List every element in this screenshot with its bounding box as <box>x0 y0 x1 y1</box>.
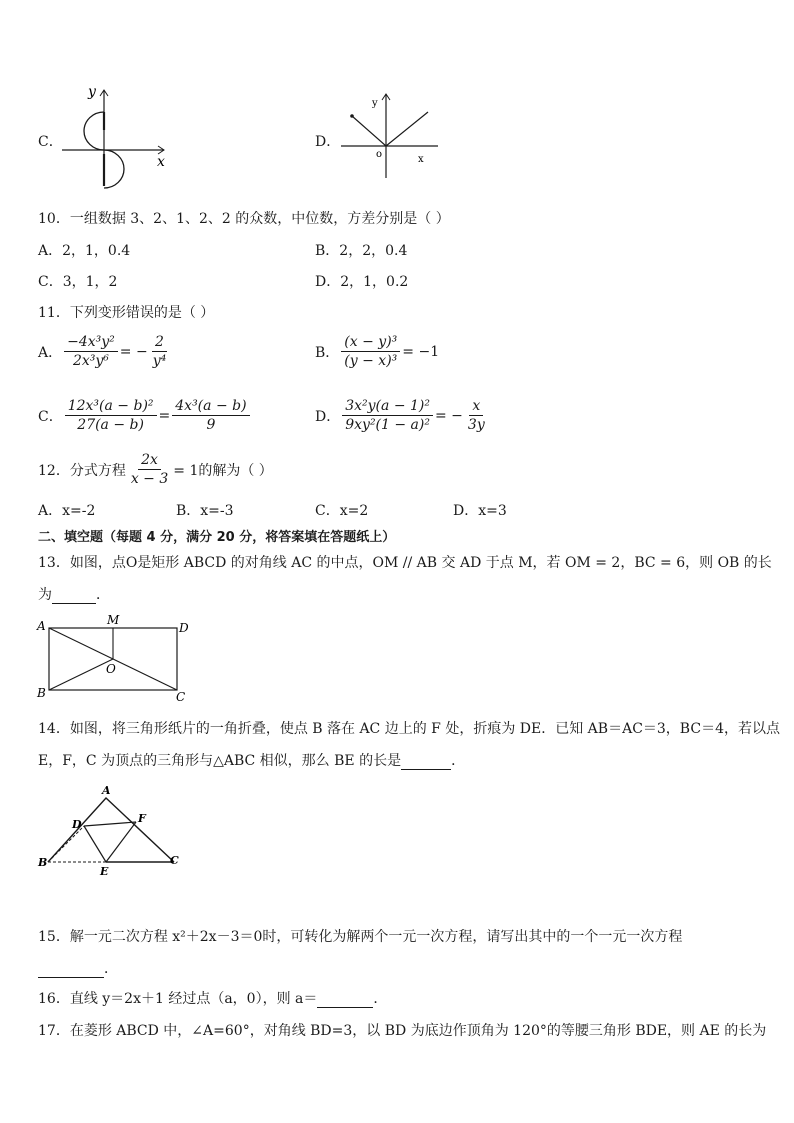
q12-option-a: A．x=-2 <box>38 503 96 519</box>
svg-text:A: A <box>102 784 111 797</box>
section-title: 二、填空题（每题 4 分，满分 20 分，将答案填在答题纸上） <box>38 530 396 545</box>
segment-bd-dashed <box>48 826 84 862</box>
svg-text:F: F <box>138 812 146 825</box>
svg-text:B: B <box>37 686 46 700</box>
q17: 17．在菱形 ABCD 中，∠A=60°，对角线 BD=3，以 BD 为底边作顶角为 120°的等腰三角形 BDE，则 AE 的长为 <box>38 1023 767 1039</box>
option-label: D． <box>315 408 341 425</box>
triangle-sides <box>48 798 174 862</box>
q12-option-d: D．x=3 <box>453 503 507 519</box>
q10-option-a: A．2，1，0.4 <box>38 243 131 259</box>
answer-blank <box>52 589 96 604</box>
upper-semicircle <box>84 112 104 150</box>
svg-text:D: D <box>179 621 189 635</box>
x-label: x <box>157 154 165 170</box>
svg-text:D: D <box>72 818 82 831</box>
segment-df <box>84 822 136 826</box>
option-c-label: C． <box>38 134 63 150</box>
fraction: $\frac{\text{4x³(a − b)}}{9}$ <box>172 398 249 433</box>
q12-option-b: B．x=-3 <box>176 503 234 519</box>
svg-text:C: C <box>170 854 179 867</box>
q14-line1: 14．如图，将三角形纸片的一角折叠，使点 B 落在 AC 边上的 F 处，折痕为 DE．已知 AB＝AC＝3，BC＝4，若以点 <box>38 721 780 737</box>
graph-d <box>338 90 448 182</box>
option-label: C． <box>38 408 63 425</box>
fraction: $\frac{\text{−4x³y²}}{\text{2x³y⁶}}$ <box>64 334 118 369</box>
option-label: B． <box>315 344 340 361</box>
graph-c <box>56 82 176 192</box>
answer-blank <box>401 755 451 770</box>
fraction: $\frac{2}{\text{y⁴}}$ <box>152 334 167 369</box>
option-label: A． <box>38 344 63 361</box>
answer-blank <box>317 993 373 1008</box>
q11-option-b: B． $\frac{\text{(x − y)³}}{\text{(y − x)³}}$ = −1 <box>315 334 440 369</box>
q11-stem: 11．下列变形错误的是（ ） <box>38 305 215 321</box>
svg-text:E: E <box>100 865 109 878</box>
svg-text:M: M <box>107 613 120 627</box>
q11-option-c: C． $\frac{\text{12x³(a − b)²}}{27(a - b)}$ = $\frac{\text{4x³(a − b)}}{9}$ <box>38 398 252 433</box>
fraction: $\frac{\text{(x − y)³}}{\text{(y − x)³}}$ <box>341 334 400 369</box>
svg-text:B: B <box>38 856 48 869</box>
q15-line2: ． <box>38 958 118 978</box>
segment-fe <box>106 822 136 862</box>
y-label: y <box>372 98 378 109</box>
y-label: y <box>88 84 96 100</box>
option-d-label: D． <box>315 134 341 150</box>
svg-text:C: C <box>176 690 186 704</box>
origin-label: o <box>376 149 383 160</box>
fraction: $\frac{2x}{x - 3}$ <box>130 452 169 487</box>
q10-option-b: B．2，2，0.4 <box>315 243 408 259</box>
q10-option-d: D．2，1，0.2 <box>315 274 409 290</box>
svg-text:A: A <box>37 619 46 633</box>
q12-stem: 12．分式方程 $\frac{2x}{x - 3}$ = 1的解为（ ） <box>38 452 273 487</box>
left-ray <box>352 116 386 146</box>
q16: 16．直线 y＝2x＋1 经过点（a，0），则 a＝ ． <box>38 991 388 1007</box>
lower-semicircle <box>104 150 124 188</box>
answer-blank <box>38 963 104 978</box>
crease-de <box>84 826 106 862</box>
q10-option-c: C．3，1，2 <box>38 274 118 290</box>
q11-option-d: D． $\frac{\text{3x²y(a − 1)²}}{\text{9xy²(1 − a)²}}$ = − $\frac{x}{3y}$ <box>315 398 490 433</box>
svg-text:O: O <box>106 662 116 676</box>
q13-line1: 13．如图，点O是矩形 ABCD 的对角线 AC 的中点，OM // AB 交 AD 于点 M，若 OM = 2，BC = 6，则 OB 的长 <box>38 555 772 571</box>
x-label: x <box>418 154 424 165</box>
q12-option-c: C．x=2 <box>315 503 369 519</box>
fraction: $\frac{x}{3y}$ <box>467 398 485 433</box>
right-ray <box>386 112 428 146</box>
fraction: $\frac{\text{12x³(a − b)²}}{27(a - b)}$ <box>65 398 157 433</box>
triangle-fold-figure <box>36 782 186 878</box>
fraction: $\frac{\text{3x²y(a − 1)²}}{\text{9xy²(1 − a)²}}$ <box>342 398 433 433</box>
q13-line2: 为 ． <box>38 587 110 603</box>
segment-ob <box>49 659 113 690</box>
q10-stem: 10．一组数据 3、2、1、2、2 的众数，中位数，方差分别是（ ） <box>38 211 450 227</box>
q14-line2: E，F，C 为顶点的三角形与△ABC 相似，那么 BE 的长是 ． <box>38 753 466 769</box>
q11-option-a: A． $\frac{\text{−4x³y²}}{\text{2x³y⁶}}$ = − $\frac{2}{\text{y⁴}}$ <box>38 334 171 369</box>
q15-line1: 15．解一元二次方程 x²＋2x－3＝0时，可转化为解两个一元一次方程，请写出其中的一个一元一次方程 <box>38 929 683 945</box>
rectangle-figure <box>34 613 194 705</box>
